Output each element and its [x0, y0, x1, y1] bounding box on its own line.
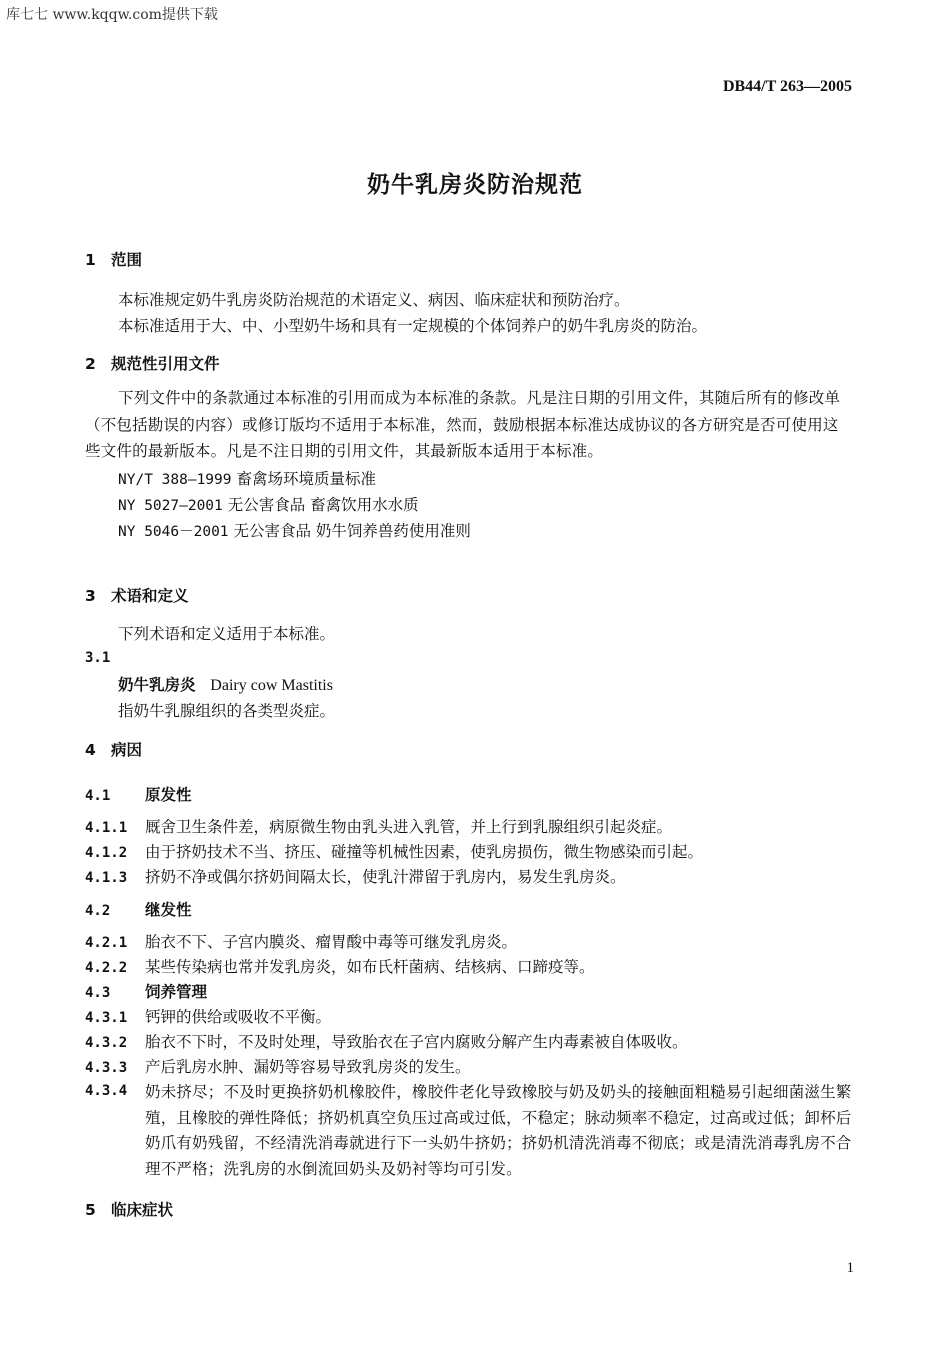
term-entry [118, 673, 333, 695]
term-definition: 指奶牛乳腺组织的各类型炎症。 [118, 702, 336, 720]
subsection-title: 原发性 [145, 786, 192, 804]
clause-text: 挤奶不净或偶尔挤奶间隔太长，使乳汁滞留于乳房内，易发生乳房炎。 [145, 868, 626, 886]
subsection-title: 饲养管理 [145, 983, 208, 1001]
section-2-heading [85, 352, 220, 374]
clause-item: 4.1.2 由于挤奶技术不当、挤压、碰撞等机械性因素，使乳房损伤，微生物感染而引起。 [85, 843, 704, 861]
section-number: 4 [85, 741, 96, 759]
term-english: Dairy cow Mastitis [210, 677, 333, 694]
clause-number: 4.3.4 [85, 1083, 128, 1099]
section-3-heading [85, 584, 189, 606]
clause-item: 4.2.1 胎衣不下、子宫内膜炎、瘤胃酸中毒等可继发乳房炎。 [85, 933, 518, 951]
paragraph: 本标准适用于大、中、小型奶牛场和具有一定规模的个体饲养户的奶牛乳房炎的防治。 [118, 317, 708, 335]
document-number: DB44/T 263—2005 [722, 78, 852, 95]
clause-item: 4.3.1 钙钾的供给或吸收不平衡。 [85, 1008, 332, 1026]
subsection-4-3-heading: 4.3 饲养管理 [85, 983, 208, 1001]
section-1-heading [85, 248, 142, 270]
reference-code: NY/T 388—1999 [118, 472, 232, 488]
section-4-heading [85, 738, 142, 760]
clause-text: 厩舍卫生条件差，病原微生物由乳头进入乳管，并上行到乳腺组织引起炎症。 [145, 818, 673, 836]
clause-text: 某些传染病也常并发乳房炎，如布氏杆菌病、结核病、口蹄疫等。 [145, 958, 595, 976]
term-chinese: 奶牛乳房炎 [118, 676, 196, 694]
subsection-title: 继发性 [145, 901, 192, 919]
subsection-4-1-heading: 4.1 原发性 [85, 786, 192, 804]
section-title: 规范性引用文件 [111, 355, 220, 373]
reference-code: NY 5046－2001 [118, 524, 229, 540]
clause-text: 由于挤奶技术不当、挤压、碰撞等机械性因素，使乳房损伤，微生物感染而引起。 [145, 843, 704, 861]
clause-item: 4.1.3 挤奶不净或偶尔挤奶间隔太长，使乳汁滞留于乳房内，易发生乳房炎。 [85, 868, 626, 886]
reference-name: 无公害食品 奶牛饲养兽药使用准则 [233, 522, 471, 540]
reference-name: 畜禽场环境质量标准 [236, 470, 376, 488]
clause-text: 胎衣不下时，不及时处理，导致胎衣在子宫内腐败分解产生内毒素被自体吸收。 [145, 1033, 688, 1051]
clause-item: 4.1.1 厩舍卫生条件差，病原微生物由乳头进入乳管，并上行到乳腺组织引起炎症。 [85, 818, 673, 836]
clause-text: 奶未挤尽；不及时更换挤奶机橡胶件，橡胶件老化导致橡胶与奶及奶头的接触面粗糙易引起细菌滋生繁殖，且橡胶的弹性降低；挤奶机真空负压过高或过低，不稳定；脉动频率不稳定，过高或过低；卸杯后奶爪有奶残留，不经清洗消毒就进行下一头奶牛挤奶；挤奶机清洗消毒不彻底；或是清洗消毒乳房不合理不严格；洗乳房的水倒流回奶头及奶衬等均可引发。 [145, 1083, 852, 1178]
section-title: 临床症状 [111, 1201, 174, 1219]
paragraph: 本标准规定奶牛乳房炎防治规范的术语定义、病因、临床症状和预防治疗。 [118, 291, 630, 309]
section-number: 5 [85, 1201, 96, 1219]
clause-text: 产后乳房水肿、漏奶等容易导致乳房炎的发生。 [145, 1058, 471, 1076]
section-number: 1 [85, 251, 96, 269]
reference-item [118, 493, 419, 515]
page-title: 奶牛乳房炎防治规范 [367, 172, 583, 198]
section-title: 术语和定义 [111, 587, 189, 605]
clause-item: 4.3.2 胎衣不下时，不及时处理，导致胎衣在子宫内腐败分解产生内毒素被自体吸收。 [85, 1033, 688, 1051]
section-number: 3 [85, 587, 96, 605]
clause-item: 4.3.3 产后乳房水肿、漏奶等容易导致乳房炎的发生。 [85, 1058, 471, 1076]
reference-name: 无公害食品 畜禽饮用水水质 [227, 496, 419, 514]
section-number: 2 [85, 355, 96, 373]
reference-item [118, 467, 376, 489]
clause-item: 4.2.2 某些传染病也常并发乳房炎，如布氏杆菌病、结核病、口蹄疫等。 [85, 958, 595, 976]
page-number: 1 [846, 1260, 854, 1276]
paragraph: 下列术语和定义适用于本标准。 [118, 625, 336, 643]
section-5-heading [85, 1198, 173, 1220]
section-title: 范围 [111, 251, 143, 269]
clause-text: 胎衣不下、子宫内膜炎、瘤胃酸中毒等可继发乳房炎。 [145, 933, 518, 951]
subsection-number: 3.1 [85, 650, 111, 666]
reference-code: NY 5027—2001 [118, 498, 223, 514]
section-title: 病因 [111, 741, 143, 759]
paragraph: 下列文件中的条款通过本标准的引用而成为本标准的条款。凡是注日期的引用文件，其随后所有的修改单（不包括勘误的内容）或修订版均不适用于本标准，然而，鼓励根据本标准达成协议的各方研究是否可使用这些文件的最新版本。凡是不注日期的引用文件，其最新版本适用于本标准。 [85, 389, 841, 460]
reference-item [118, 519, 471, 541]
clause-text: 钙钾的供给或吸收不平衡。 [145, 1008, 332, 1026]
subsection-4-2-heading: 4.2 继发性 [85, 901, 192, 919]
watermark-text: 库七七 www.kqqw.com提供下载 [6, 7, 218, 23]
